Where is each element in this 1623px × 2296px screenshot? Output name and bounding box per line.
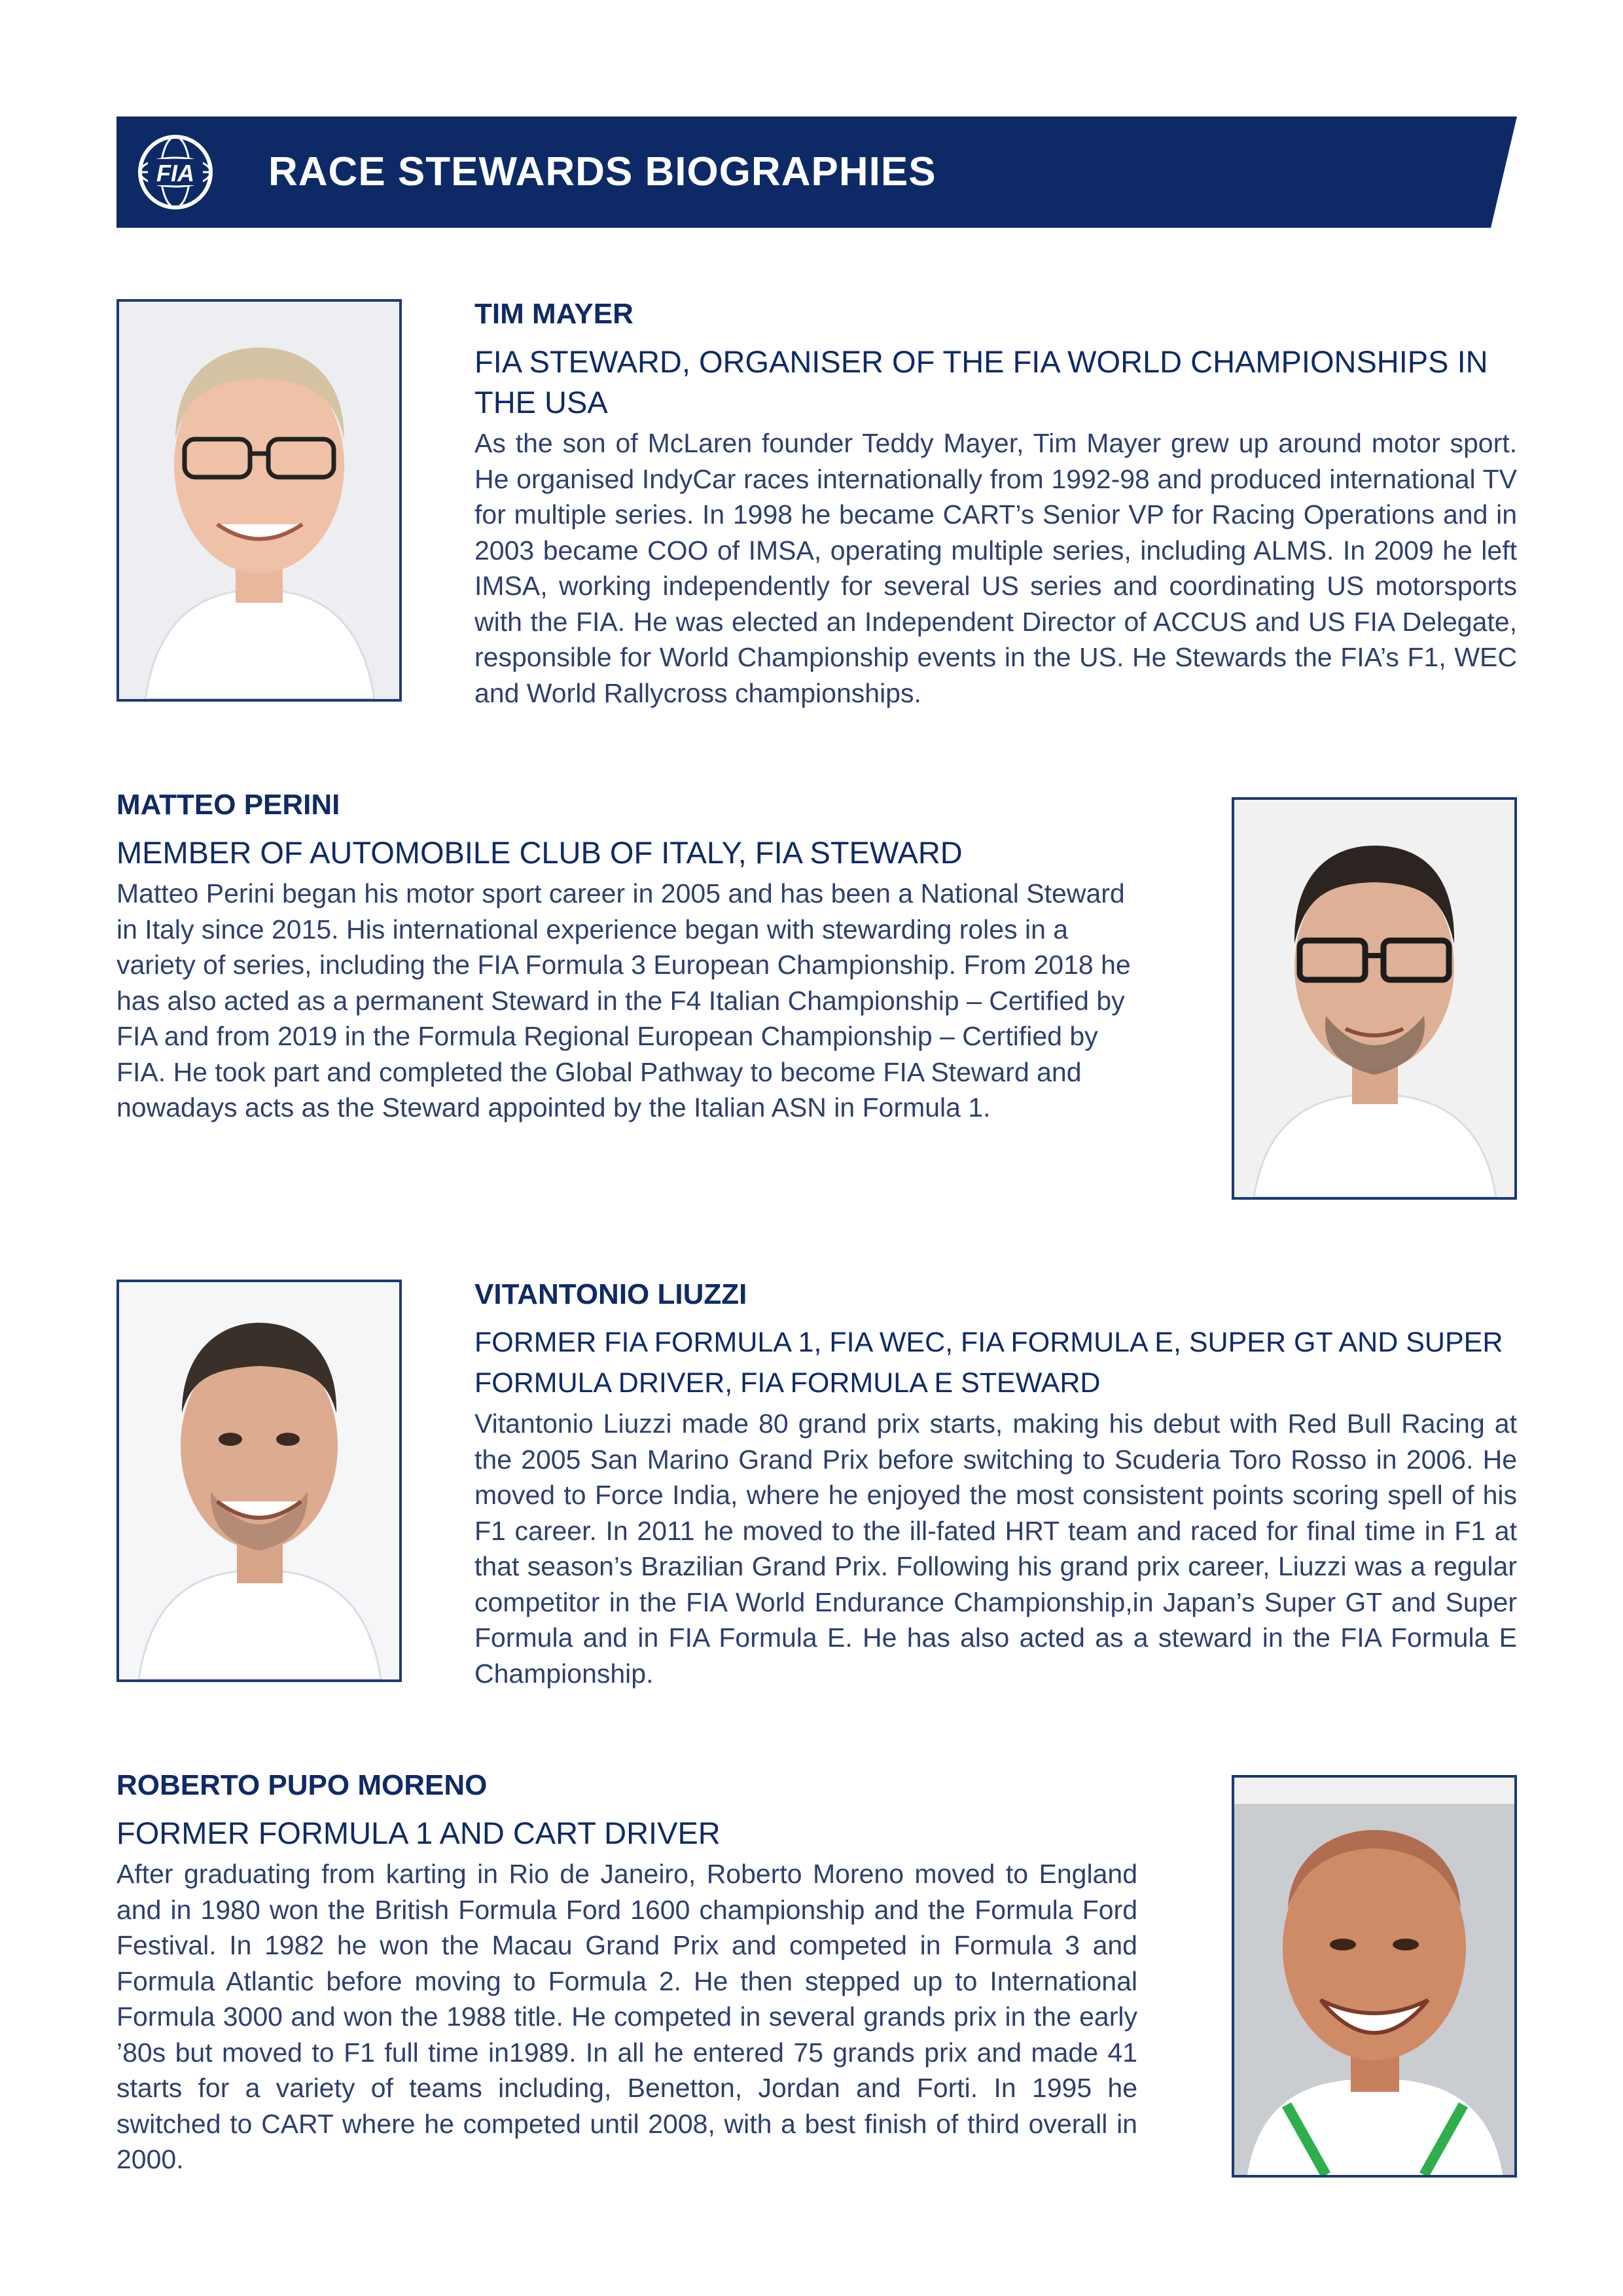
steward-photo-vitantonio-liuzzi xyxy=(116,1280,402,1682)
steward-name: TIM MAYER xyxy=(474,298,633,330)
steward-role: FORMER FIA FORMULA 1, FIA WEC, FIA FORMULA E, SUPER GT AND SUPER FORMULA DRIVER, FIA FORMULA E STEWARD xyxy=(474,1327,1503,1399)
steward-biography: As the son of McLaren founder Teddy Mayer, Tim Mayer grew up around motor sport. He organised IndyCar races internationally from 1992-98 and produced international TV for multiple series. In 1998 he became CART’s Senior VP for Racing Operations and in 2003 became COO of IMSA, operating multiple series, including ALMS. In 2009 he left IMSA, working independently for several US series and coordinating US motorsports with the FIA. He was elected an Independent Director of ACCUS and US FIA Delegate, responsible for World Championship events in the US. He Stewards the FIA’s F1, WEC and World Rallycross championships. xyxy=(474,428,1517,708)
steward-biography: Matteo Perini began his motor sport career in 2005 and has been a National Steward in Italy since 2015. His international experience began with stewarding roles in a variety of series, including the FIA Formula 3 European Championship. From 2018 he has also acted as a permanent Steward in the F4 Italian Championship – Certified by FIA and from 2019 in the Formula Regional European Championship – Certified by FIA. He took part and completed the Global Pathway to become FIA Steward and nowadays acts as the Steward appointed by the Italian ASN in Formula 1. xyxy=(116,878,1131,1122)
header-banner xyxy=(116,117,1517,228)
steward-role: MEMBER OF AUTOMOBILE CLUB OF ITALY, FIA STEWARD xyxy=(116,835,963,870)
steward-photo-tim-mayer xyxy=(116,299,402,702)
steward-bio-roberto-pupo-moreno xyxy=(116,1767,1137,2178)
steward-bio-matteo-perini xyxy=(116,787,1137,1126)
fia-logo-icon xyxy=(136,133,215,211)
steward-role: FIA STEWARD, ORGANISER OF THE FIA WORLD CHAMPIONSHIPS IN THE USA xyxy=(474,344,1488,420)
steward-role: FORMER FORMULA 1 AND CART DRIVER xyxy=(116,1816,721,1850)
steward-name: VITANTONIO LIUZZI xyxy=(474,1278,747,1310)
steward-name: MATTEO PERINI xyxy=(116,789,340,821)
steward-bio-vitantonio-liuzzi xyxy=(474,1276,1517,1691)
page-title: RACE STEWARDS BIOGRAPHIES xyxy=(268,149,936,194)
steward-biography: After graduating from karting in Rio de Janeiro, Roberto Moreno moved to England and in 1980 won the British Formula Ford 1600 championship and the Formula Ford Festival. In 1982 he won the Macau Grand Prix and competed in Formula 3 and Formula Atlantic before moving to Formula 2. He then stepped up to International Formula 3000 and won the 1988 title. He competed in several grands prix in the early ’80s but moved to F1 full time in1989. In all he entered 75 grands prix and made 41 starts for a variety of teams including, Benetton, Jordan and Forti. In 1995 he switched to CART where he competed until 2008, with a best finish of third overall in 2000. xyxy=(116,1859,1137,2174)
steward-biography: Vitantonio Liuzzi made 80 grand prix starts, making his debut with Red Bull Racing at the 2005 San Marino Grand Prix before switching to Scuderia Toro Rosso in 2006. He moved to Force India, where he enjoyed the most consistent points scoring spell of his F1 career. In 2011 he moved to the ill-fated HRT team and raced for final time in F1 at that season’s Brazilian Grand Prix. Following his grand prix career, Liuzzi was a regular competitor in the FIA World Endurance Championship,in Japan’s Super GT and Super Formula and in FIA Formula E. He has also acted as a steward in the FIA Formula E Championship. xyxy=(474,1408,1517,1689)
steward-photo-roberto-pupo-moreno xyxy=(1232,1775,1517,2178)
svg-text:FIA: FIA xyxy=(156,160,194,187)
steward-bio-tim-mayer xyxy=(474,296,1517,711)
steward-photo-matteo-perini xyxy=(1232,797,1517,1200)
steward-name: ROBERTO PUPO MORENO xyxy=(116,1769,488,1801)
